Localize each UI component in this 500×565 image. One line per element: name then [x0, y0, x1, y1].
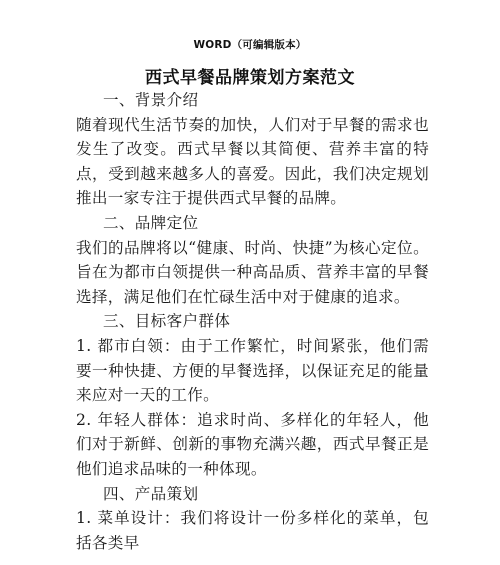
document-title: 西式早餐品牌策划方案范文 [145, 68, 355, 88]
paragraph-positioning: 我们的品牌将以“健康、时尚、快捷”为核心定位。旨在为都市白领提供一种高品质、营养丰富的早餐选择，满足他们在忙碌生活中对于健康的追求。 [76, 238, 429, 306]
paragraph-background: 随着现代生活节奏的加快，人们对于早餐的需求也发生了改变。西式早餐以其简便、营养丰富的特点，受到越来越多人的喜爱。因此，我们决定规划推出一家专注于提供西式早餐的品牌。 [76, 115, 429, 208]
document-header: WORD（可编辑版本） [193, 39, 307, 51]
section-heading-positioning: 二、品牌定位 [103, 213, 199, 232]
section-heading-background: 一、背景介绍 [103, 91, 199, 109]
section-heading-target-customers: 三、目标客户群体 [103, 312, 231, 331]
paragraph-white-collar: 1. 都市白领：由于工作繁忙，时间紧张，他们需要一种快捷、方便的早餐选择，以保证充足的能量来应对一天的工作。 [76, 336, 429, 405]
section-heading-product-planning: 四、产品策划 [103, 484, 199, 503]
paragraph-young-people: 2. 年轻人群体：追求时尚、多样化的年轻人，他们对于新鲜、创新的事物充满兴趣，西式早餐正是他们追求品味的一种体现。 [76, 410, 429, 478]
document-body [76, 88, 429, 555]
paragraph-menu-design: 1. 菜单设计：我们将设计一份多样化的菜单，包括各类早 [76, 509, 429, 552]
